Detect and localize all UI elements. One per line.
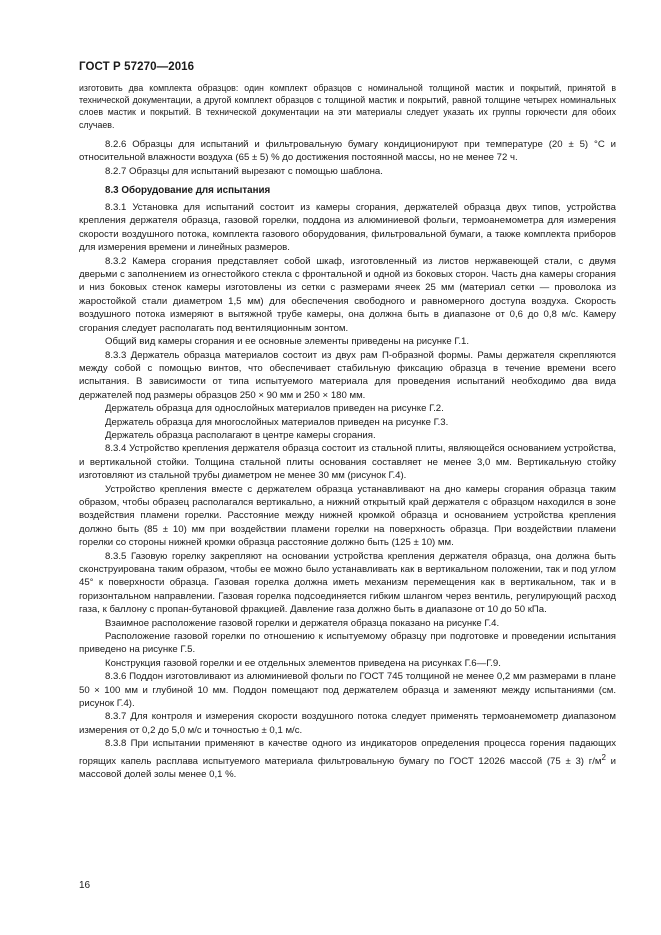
paragraph-holder-center: Держатель образца располагают в центре камеры сгорания. bbox=[105, 429, 376, 441]
paragraph-figure-g5: Расположение газовой горелки по отношению к испытуемому образцу при подготовке и проведении испытания приведено на рисунке Г.5. bbox=[79, 631, 616, 656]
intro-paragraph: изготовить два комплекта образцов: один комплект образцов с номинальной толщиной мастик и покрытий, принятой в технической документации, а другой комплект образцов с толщиной мастик и покрытий, равной толщине четырех номинальных слоев мастик и покрытий. В технической документации на эти материалы следует указать их группы горючести для обоих случаев. bbox=[79, 83, 616, 130]
paragraph-figure-g3: Держатель образца для многослойных материалов приведен на рисунке Г.3. bbox=[105, 416, 449, 428]
paragraph-8-3-1: 8.3.1 Установка для испытаний состоит из камеры сгорания, держателей образца двух типов, устройства крепления держателя образца, газовой горелки, поддона из алюминиевой фольги, термоанемометра для измерения скорости воздушного потока, комплекта газового оборудования, фильтровальной бумаги, а также комплекта приборов для измерения времени и линейных размеров. bbox=[79, 202, 616, 254]
paragraph-figure-g1: Общий вид камеры сгорания и ее основные элементы приведены на рисунке Г.1. bbox=[105, 336, 470, 348]
page-header-title: ГОСТ Р 57270—2016 bbox=[79, 61, 195, 73]
paragraph-8-2-7: 8.2.7 Образцы для испытаний вырезают с помощью шаблона. bbox=[105, 165, 383, 177]
page-number: 16 bbox=[79, 880, 91, 891]
paragraph-8-3-7: 8.3.7 Для контроля и измерения скорости воздушного потока следует применять термоанемометр диапазоном измерения от 0,2 до 5,0 м/с и точностью ± 0,1 м/с. bbox=[79, 711, 616, 736]
paragraph-8-3-8-text: 8.3.8 При испытании применяют в качестве одного из индикаторов определения процесса горения падающих горящих капель расплава испытуемого материала фильтровальную бумагу по ГОСТ 12026 массой (75 ± 3) г/м bbox=[79, 738, 616, 767]
paragraph-8-2-6: 8.2.6 Образцы для испытаний и фильтровальную бумагу кондиционируют при температуре (20 ± 5) °С и относительной влажности воздуха (65 ± 5) % до достижения постоянной массы, но не менее 72 ч. bbox=[79, 138, 616, 164]
paragraph-8-3-8 bbox=[79, 737, 616, 781]
paragraph-8-3-8-tail: и массовой долей золы менее 0,1 %. bbox=[79, 755, 617, 781]
page-content bbox=[79, 82, 616, 782]
paragraph-figure-g6-g9: Конструкция газовой горелки и ее отдельных элементов приведена на рисунках Г.6—Г.9. bbox=[105, 657, 501, 669]
paragraph-8-3-3: 8.3.3 Держатель образца материалов состоит из двух рам П-образной формы. Рамы держателя скрепляются между собой с помощью винтов, что обеспечивает стабильную фиксацию образца в течение времени всего испытания. В зависимости от типа испытуемого материала для проведения испытаний необходимо два вида держателей под размеры образцов 250 × 90 мм и 250 × 180 мм. bbox=[79, 349, 616, 401]
paragraph-8-3-4: 8.3.4 Устройство крепления держателя образца состоит из стальной плиты, являющейся основанием устройства, и вертикальной стойки. Толщина стальной плиты основания составляет не менее 3,0 мм. Вертикальную стойку изготовляют из стальной трубы диаметром не менее 30 мм (рисунок Г.4). bbox=[79, 443, 616, 482]
paragraph-8-3-5: 8.3.5 Газовую горелку закрепляют на основании устройства крепления держателя образца, она должна быть сконструирована таким образом, чтобы ее можно было устанавливать как в вертикальном положении, так и под углом 45° к поверхности образца. Газовая горелка должна иметь механизм перемещения как в вертикальном, так и в горизонтальном направлении. Газовая горелка подсоединяется гибким шлангом через вентиль, регулирующий расход газа, к баллону с пропан-бутановой фракцией. Давление газа должно быть в диапазоне от 10 до 50 кПа. bbox=[79, 550, 616, 616]
paragraph-mount-setup: Устройство крепления вместе с держателем образца устанавливают на дно камеры сгорания образца таким образом, чтобы образец располагался вертикально, а нижний открытый край держателя с образцом находился в зоне воздействия пламени горелки. Расстояние между нижней кромкой образца и основанием устройства крепления должно быть (85 ± 10) мм при воздействии пламени горелки на поверхность образца. При воздействии пламени горелки со стороны нижней кромки образца расстояние должно быть (125 ± 10) мм. bbox=[79, 483, 616, 549]
paragraph-figure-g2: Держатель образца для однослойных материалов приведен на рисунке Г.2. bbox=[105, 403, 444, 415]
paragraph-figure-g4: Взаимное расположение газовой горелки и держателя образца показано на рисунке Г.4. bbox=[105, 617, 500, 629]
paragraph-8-3-2: 8.3.2 Камера сгорания представляет собой шкаф, изготовленный из листов нержавеющей стали, с двумя дверьми с заполнением из огнестойкого стекла с фронтальной и одной из боковых сторон. Часть дна камеры сгорания и низ боковых стенок камеры изготовлены из сетки с размерами ячеек 25 мм (материал сетки — проволока из жаростойкой стали диаметром 1,5 мм) для обеспечения свободного и равномерного доступа воздуха. Скорость воздушного потока измеряют в вытяжной трубе камеры, она должна быть в диапазоне от 0,6 до 0,8 м/с. Камеру сгорания следует располагать под вентиляционным зонтом. bbox=[79, 255, 616, 334]
paragraph-8-3-6: 8.3.6 Поддон изготовливают из алюминиевой фольги по ГОСТ 745 толщиной не менее 0,2 мм размерами в плане 50 × 100 мм и глубиной 10 мм. Поддон помещают под держателем образца и заменяют между испытаниями (см. рисунок Г.4). bbox=[79, 671, 616, 710]
unit-superscript: 2 bbox=[601, 752, 606, 762]
section-heading-8-3: 8.3 Оборудование для испытания bbox=[105, 185, 271, 197]
